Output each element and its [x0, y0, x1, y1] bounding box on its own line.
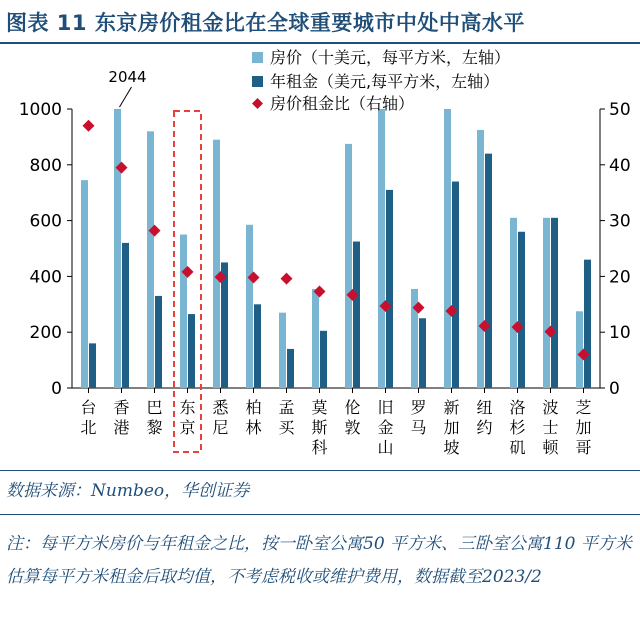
price-bar — [576, 311, 583, 388]
rent-bar — [188, 314, 195, 388]
bar-chart — [0, 44, 640, 464]
x-tick-label: 加 — [575, 418, 592, 437]
rent-bar — [254, 304, 261, 388]
x-tick-label: 伦 — [344, 398, 361, 417]
x-tick-label: 莫 — [311, 398, 328, 417]
left-tick-label: 0 — [51, 379, 62, 399]
price-bar — [114, 109, 121, 388]
x-tick-label: 台 — [80, 398, 97, 417]
x-tick-label: 坡 — [443, 438, 460, 457]
x-tick-label: 洛 — [509, 398, 526, 417]
x-tick-label: 悉 — [212, 398, 229, 417]
price-bar — [246, 225, 253, 388]
x-tick-label: 北 — [80, 418, 97, 437]
x-tick-label: 香 — [113, 398, 130, 417]
x-tick-label: 哥 — [575, 438, 592, 457]
x-tick-label: 士 — [542, 418, 559, 437]
x-tick-label: 杉 — [509, 418, 526, 437]
left-tick-label: 400 — [29, 267, 62, 288]
legend-swatch-price — [252, 52, 263, 63]
x-tick-label: 旧 — [377, 398, 394, 417]
left-tick-label: 800 — [29, 155, 62, 176]
left-tick-label: 600 — [29, 211, 62, 232]
ratio-marker — [83, 120, 95, 132]
x-tick-label: 科 — [311, 438, 328, 457]
legend-swatch-rent — [252, 76, 263, 87]
price-bar — [444, 109, 451, 388]
x-tick-label: 买 — [278, 418, 295, 437]
x-tick-label: 芝 — [575, 398, 592, 417]
x-tick-label: 马 — [410, 418, 427, 437]
price-bar — [213, 140, 220, 388]
right-tick-label: 10 — [609, 323, 631, 344]
x-tick-label: 加 — [443, 418, 460, 437]
x-tick-label: 黎 — [146, 418, 163, 437]
x-tick-label: 约 — [476, 418, 493, 437]
right-tick-label: 50 — [609, 100, 631, 120]
rent-bar — [518, 232, 525, 388]
ratio-marker — [281, 273, 293, 285]
rent-bar — [353, 242, 360, 388]
note-divider — [0, 514, 640, 515]
legend-label-price: 房价（十美元，每平方米，左轴） — [270, 48, 511, 67]
price-bar — [279, 313, 286, 388]
right-tick-label: 0 — [609, 379, 620, 399]
rent-bar — [320, 331, 327, 388]
rent-bar — [287, 349, 294, 388]
x-tick-label: 矶 — [509, 438, 526, 457]
x-tick-label: 港 — [113, 418, 130, 437]
rent-bar — [485, 154, 492, 388]
x-tick-label: 柏 — [245, 398, 262, 417]
price-bar — [312, 289, 319, 388]
rent-bar — [419, 318, 426, 388]
left-tick-label: 1000 — [18, 100, 62, 120]
x-tick-label: 斯 — [311, 418, 328, 437]
rent-bar — [551, 218, 558, 388]
legend-label-ratio: 房价租金比（右轴） — [270, 94, 415, 113]
rent-bar — [122, 243, 129, 388]
chart-title: 图表 11 东京房价租金比在全球重要城市中处中高水平 — [6, 11, 525, 35]
right-tick-label: 30 — [609, 211, 631, 232]
x-tick-label: 孟 — [278, 398, 295, 417]
rent-bar — [89, 343, 96, 388]
price-bar — [81, 180, 88, 388]
x-tick-label: 林 — [245, 418, 262, 437]
x-tick-label: 尼 — [212, 418, 229, 437]
x-tick-label: 纽 — [476, 398, 493, 417]
x-tick-label: 京 — [179, 418, 196, 437]
price-bar — [477, 130, 484, 388]
source-divider — [0, 470, 640, 471]
x-tick-label: 敦 — [344, 418, 361, 437]
price-bar — [510, 218, 517, 388]
legend-swatch-ratio — [252, 98, 263, 109]
x-tick-label: 山 — [377, 438, 394, 457]
x-tick-label: 波 — [542, 398, 559, 417]
x-tick-label: 新 — [443, 398, 460, 417]
x-tick-label: 东 — [179, 398, 196, 417]
left-tick-label: 200 — [29, 323, 62, 344]
annotation-leader — [120, 87, 132, 107]
price-bar — [345, 144, 352, 388]
price-bar — [180, 235, 187, 388]
x-tick-label: 顿 — [542, 438, 559, 457]
right-tick-label: 20 — [609, 267, 631, 288]
price-bar — [378, 109, 385, 388]
rent-bar — [584, 260, 591, 388]
x-tick-label: 金 — [377, 418, 394, 437]
annotation-label: 2044 — [108, 68, 147, 86]
x-tick-label: 罗 — [410, 398, 427, 417]
legend-label-rent: 年租金（美元,每平方米，左轴） — [270, 72, 500, 91]
rent-bar — [155, 296, 162, 388]
price-bar — [543, 218, 550, 388]
price-bar — [147, 131, 154, 388]
x-tick-label: 巴 — [146, 398, 163, 417]
rent-bar — [386, 190, 393, 388]
title-bar — [0, 0, 640, 44]
data-source: 数据来源：Numbeo，华创证券 — [6, 481, 250, 501]
right-tick-label: 40 — [609, 155, 631, 176]
footnote: 注：每平方米房价与年租金之比，按一卧室公寓50 平方米、三卧室公寓110 平方米估算每平方米租金后取均值，不考虑税收或维护费用，数据截至2023/2 — [6, 534, 632, 587]
rent-bar — [452, 182, 459, 388]
